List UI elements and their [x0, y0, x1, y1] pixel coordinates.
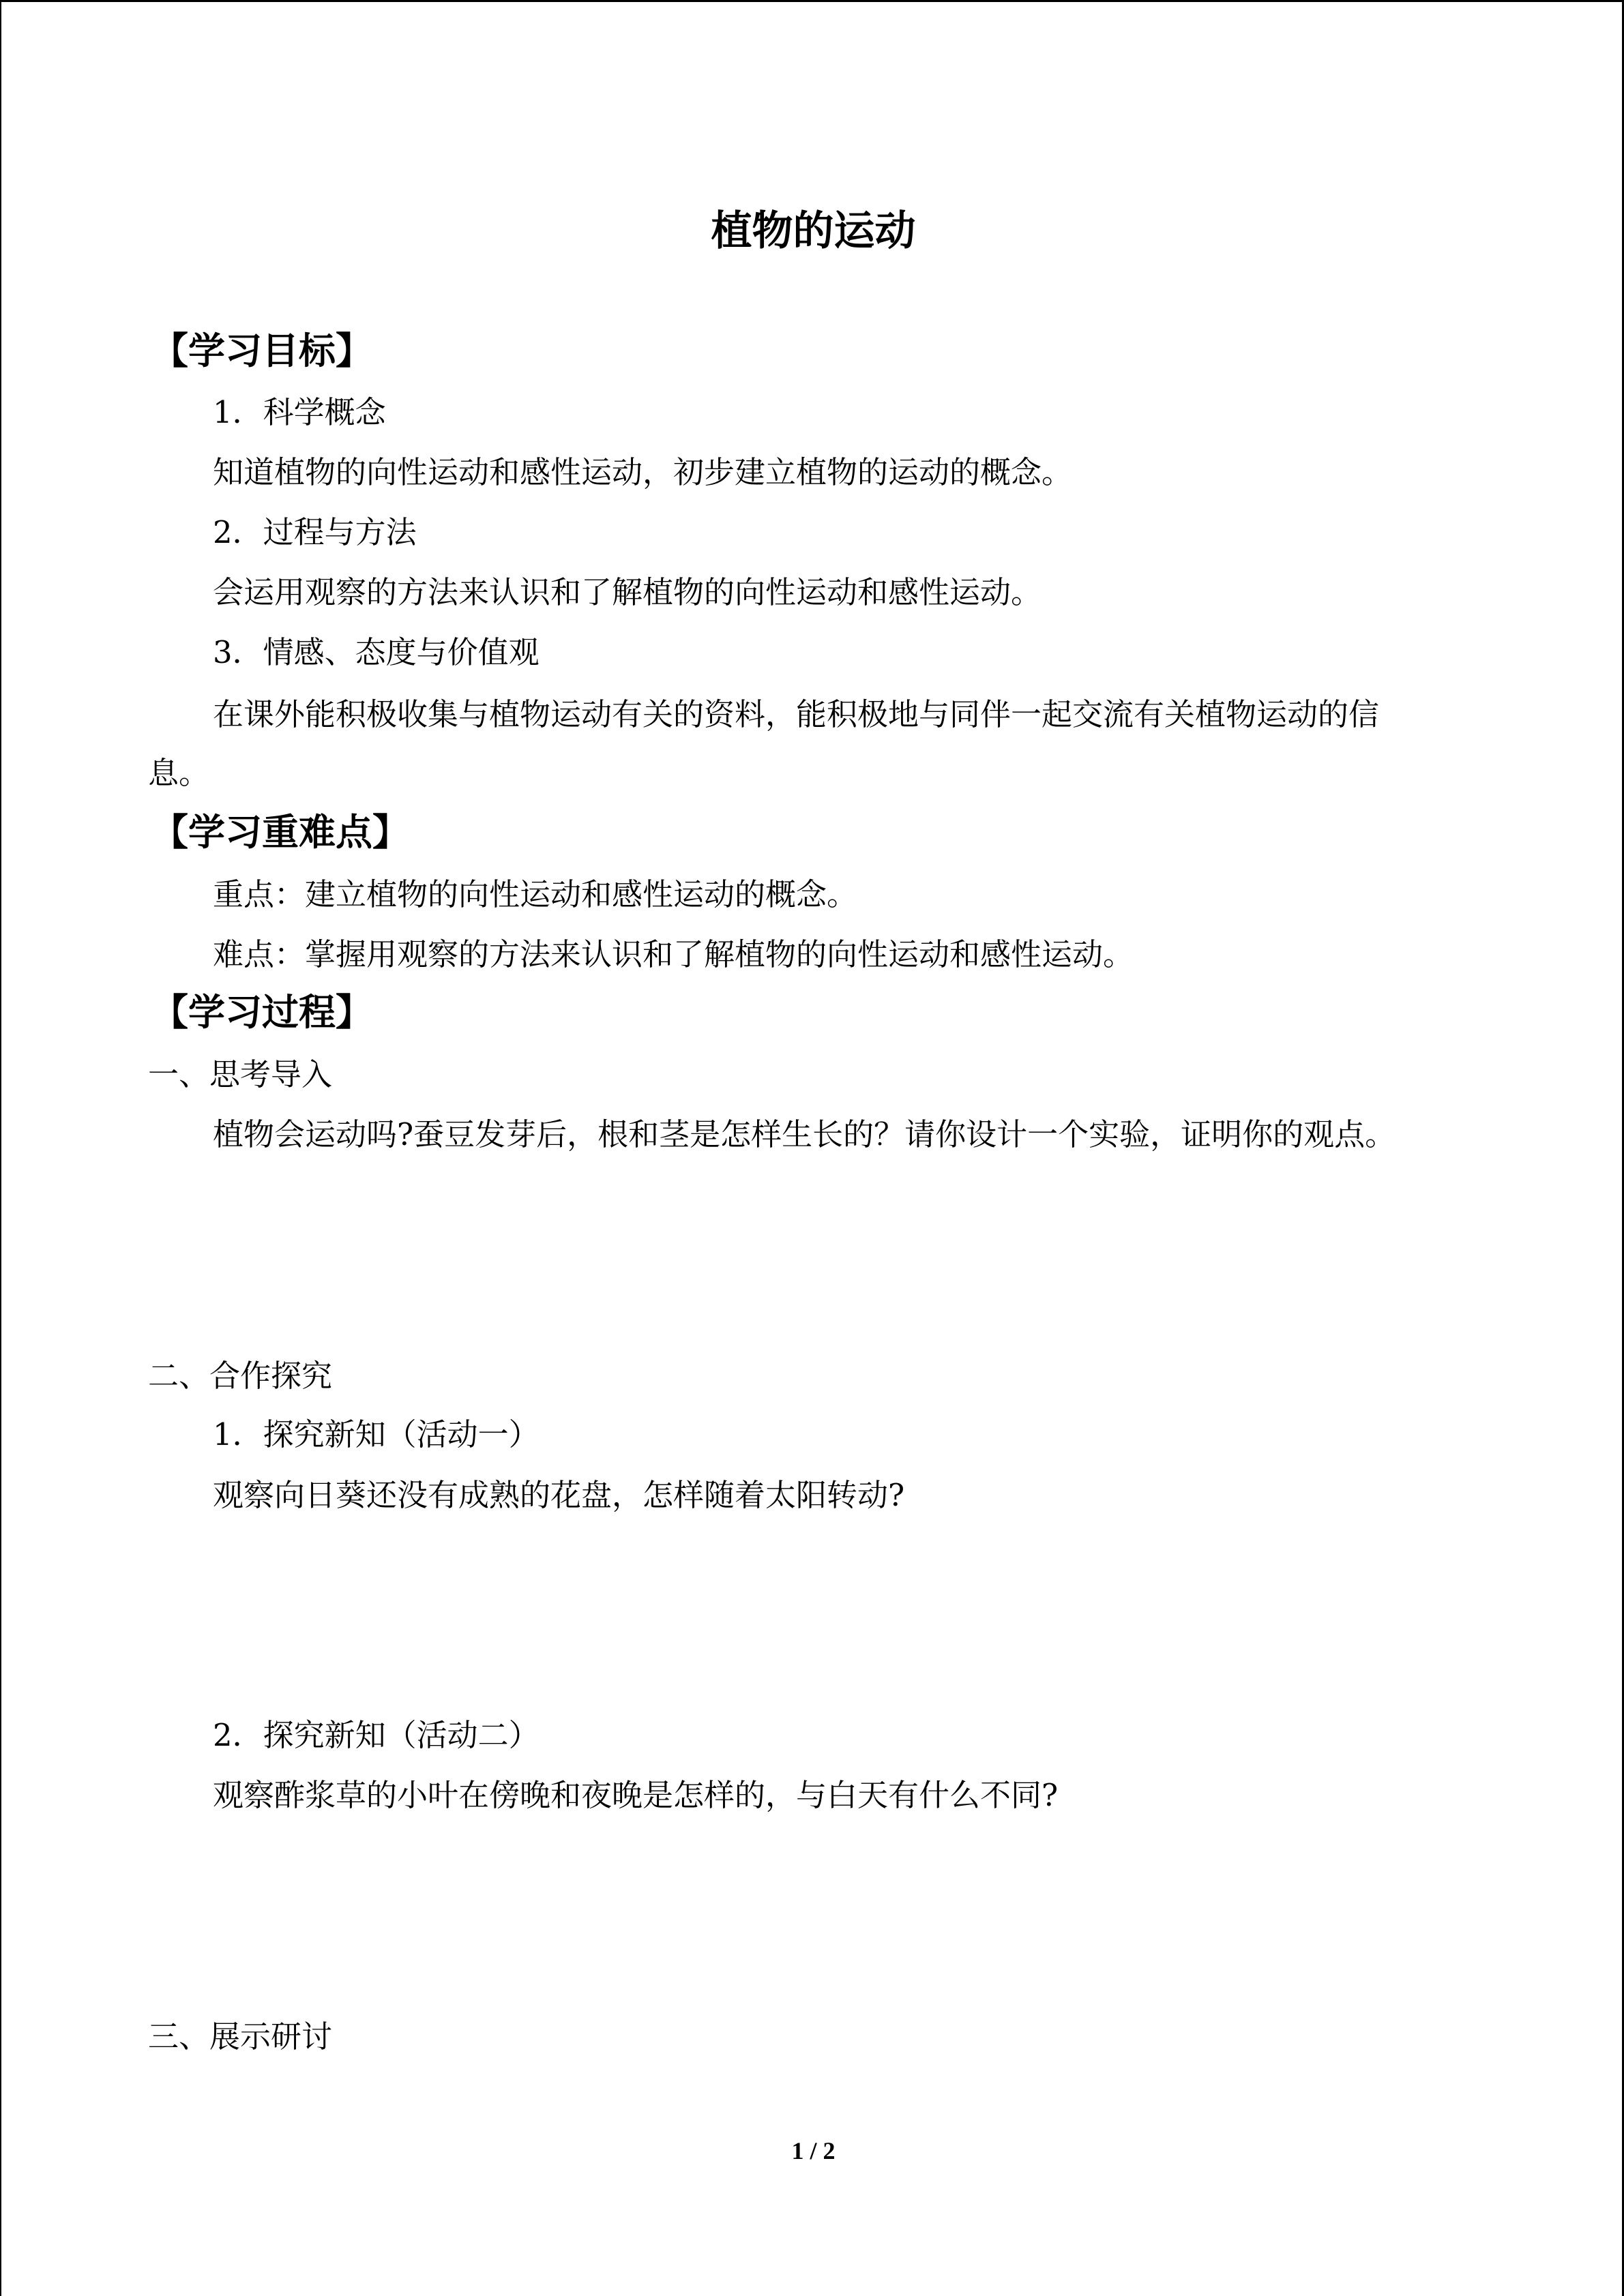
page-number: 1 / 2	[791, 2137, 836, 2164]
difficult-point-text: 难点：掌握用观察的方法来认识和了解植物的向性运动和感性运动。	[213, 936, 1134, 972]
section-3-title: 三、展示研讨	[148, 2018, 333, 2055]
activity-1-text: 观察向日葵还没有成熟的花盘，怎样随着太阳转动?	[213, 1477, 905, 1513]
objective-3-text-line1: 在课外能积极收集与植物运动有关的资料，能积极地与同伴一起交流有关植物运动的信	[213, 696, 1380, 732]
objective-1-text: 知道植物的向性运动和感性运动，初步建立植物的运动的概念。	[213, 454, 1073, 490]
activity-2-text: 观察酢浆草的小叶在傍晚和夜晚是怎样的，与白天有什么不同?	[213, 1777, 1059, 1813]
process-heading: 【学习过程】	[151, 991, 372, 1034]
section-1-title: 一、思考导入	[148, 1056, 333, 1092]
objective-1-label: 1．科学概念	[213, 394, 386, 430]
objective-3-text-line2: 息。	[148, 755, 210, 791]
objective-3-label: 3．情感、态度与价值观	[213, 634, 540, 670]
objectives-heading: 【学习目标】	[151, 329, 372, 372]
document-title: 植物的运动	[711, 207, 916, 255]
key-points-heading: 【学习重难点】	[151, 811, 409, 854]
activity-1-label: 1．探究新知（活动一）	[213, 1416, 540, 1452]
activity-2-label: 2．探究新知（活动二）	[213, 1717, 540, 1753]
section-1-text: 植物会运动吗?蚕豆发芽后，根和茎是怎样生长的？请你设计一个实验，证明你的观点。	[213, 1116, 1396, 1152]
key-point-text: 重点：建立植物的向性运动和感性运动的概念。	[213, 876, 858, 912]
objective-2-label: 2．过程与方法	[213, 514, 417, 550]
objective-2-text: 会运用观察的方法来认识和了解植物的向性运动和感性运动。	[213, 574, 1042, 610]
section-2-title: 二、合作探究	[148, 1358, 333, 1394]
